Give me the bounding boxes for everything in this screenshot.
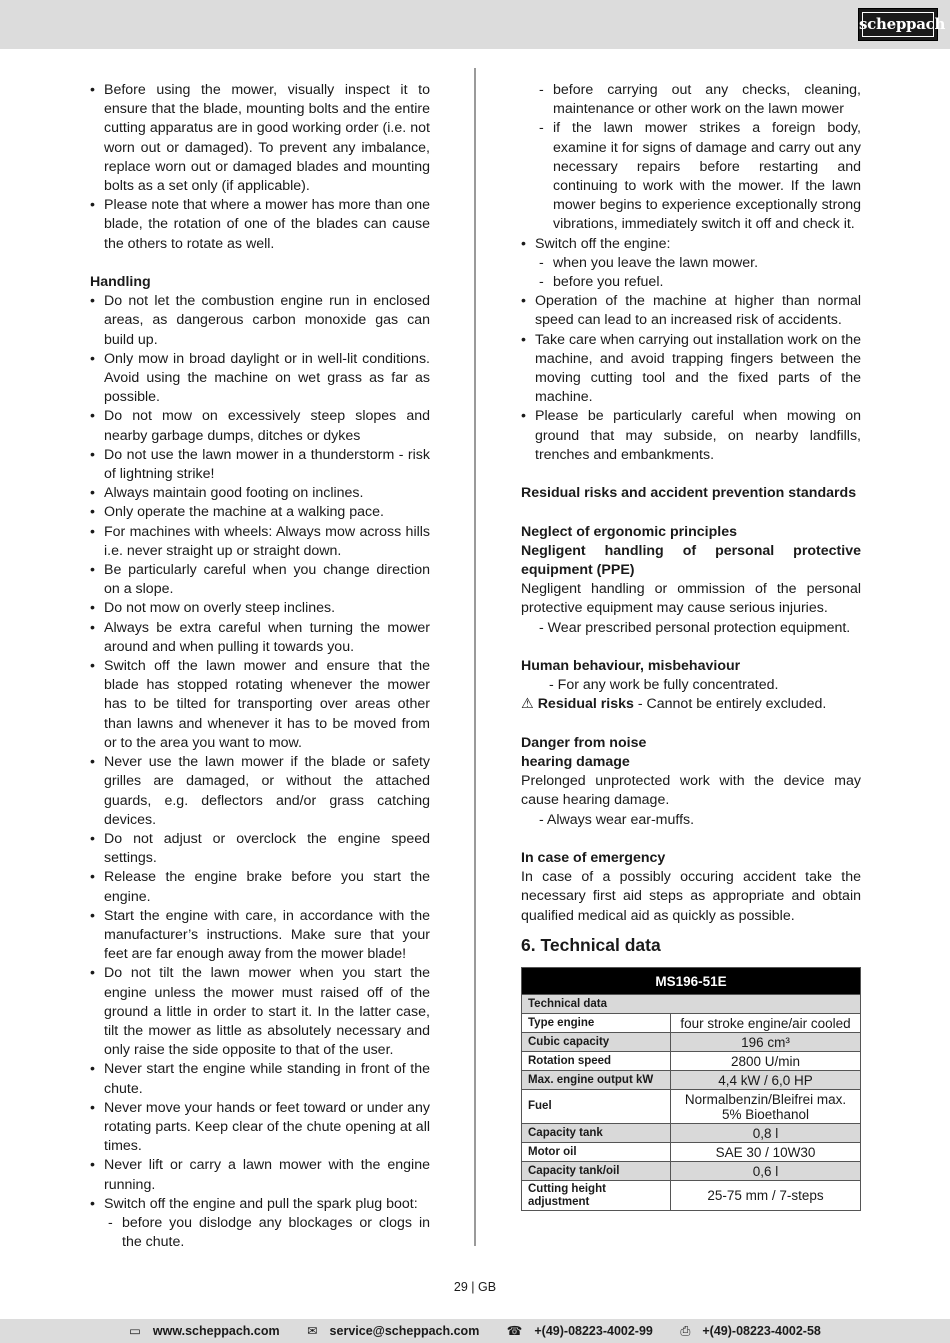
list-item: • Before using the mower, visually inspect it to ensure that the blade, mounting bolts and the entire cutting apparatus are in good working order (i.e. not worn out or damaged). To prevent any imbalance, replace worn out or damaged blades and mounting bolts as a set only (if applicable). xyxy=(90,81,430,196)
technical-data-title: 6. Technical data xyxy=(521,934,661,955)
list-item: • Switch off the engine and pull the spark plug boot: xyxy=(90,1195,430,1214)
table-key: Cubic capacity xyxy=(522,1033,671,1052)
table-value: SAE 30 / 10W30 xyxy=(671,1143,861,1162)
table-value: 4,4 kW / 6,0 HP xyxy=(671,1071,861,1090)
list-item: • For machines with wheels: Always mow across hills i.e. never straight up or straight down. xyxy=(90,523,430,561)
continued-sub-list xyxy=(521,81,861,235)
table-row xyxy=(522,1124,861,1143)
table-value: 2800 U/min xyxy=(671,1052,861,1071)
list-item: • Start the engine with care, in accordance with the manufacturer’s instructions. Make sure that your feet are far enough away from the mower blade! xyxy=(90,907,430,965)
table-row xyxy=(522,1143,861,1162)
emergency-heading: In case of emergency xyxy=(521,850,666,867)
noise-action: - Always wear ear-muffs. xyxy=(539,811,695,828)
ppe-heading: Negligent handling of personal protective equipment (PPE) xyxy=(521,542,861,579)
table-subheader: Technical data xyxy=(522,995,861,1014)
handling-list xyxy=(90,292,430,1214)
list-item: • Do not use the lawn mower in a thunderstorm - risk of lightning strike! xyxy=(90,446,430,484)
table-key: Capacity tank/oil xyxy=(522,1162,671,1181)
list-item: • Only mow in broad daylight or in well-lit conditions. Avoid using the machine on wet grass as far as possible. xyxy=(90,350,430,408)
list-item: • Switch off the lawn mower and ensure that the blade has stopped rotating whenever the mower has to be tilted for transporting over areas other than lawns and whenever it has to be moved from or to the area you want to mow. xyxy=(90,657,430,753)
table-row xyxy=(522,1014,861,1033)
list-item: • Never lift or carry a lawn mower with the engine running. xyxy=(90,1156,430,1194)
table-row xyxy=(522,1162,861,1181)
list-item: - before you dislodge any blockages or clogs in the chute. xyxy=(90,1214,430,1252)
residual-risks-heading: Residual risks and accident prevention standards xyxy=(521,485,857,502)
header-bar xyxy=(0,0,950,49)
table-value: 0,8 l xyxy=(671,1124,861,1143)
human-action: - For any work be fully concentrated. xyxy=(549,677,779,694)
column-divider xyxy=(474,68,476,1246)
list-item: • Release the engine brake before you start the engine. xyxy=(90,868,430,906)
list-item: - if the lawn mower strikes a foreign body, examine it for signs of damage and carry out any necessary repairs before restarting and continuing to work with the mower. If the lawn mower begins to experience exceptionally strong vibrations, immediately switch it off and check it. xyxy=(521,119,861,234)
monitor-icon: ▭ xyxy=(129,1324,141,1338)
list-item: • Do not adjust or overclock the engine speed settings. xyxy=(90,830,430,868)
table-row xyxy=(522,1033,861,1052)
emergency-text: In case of a possibly occuring accident take the necessary first aid steps as appropriate and obtain qualified medical aid as quickly as possible. xyxy=(521,869,861,924)
list-item: - before carrying out any checks, cleaning, maintenance or other work on the lawn mower xyxy=(521,81,861,119)
hearing-heading: hearing damage xyxy=(521,754,630,771)
list-item: • Do not tilt the lawn mower when you start the engine unless the mower must raised off of the ground a little in order to start it. In the latter case, tilt the mower as little as absolutely necessary and only raise the side opposite to that of the user. xyxy=(90,964,430,1060)
ppe-text: Negligent handling or ommission of the personal protective equipment may cause serious injuries. xyxy=(521,581,861,617)
table-key: Cutting height adjustment xyxy=(522,1181,671,1211)
table-row xyxy=(522,1090,861,1124)
list-item: • Only operate the machine at a walking pace. xyxy=(90,503,430,522)
list-item: • Never use the lawn mower if the blade or safety grilles are damaged, or without the attached guards, e.g. deflectors and/or grass catching devices. xyxy=(90,753,430,830)
list-item: • Please note that where a mower has more than one blade, the rotation of one of the blades can cause the others to rotate as well. xyxy=(90,196,430,254)
list-item: • Take care when carrying out installation work on the machine, and avoid trapping fingers between the moving cutting tool and the fixed parts of the machine. xyxy=(521,331,861,408)
table-row xyxy=(522,1052,861,1071)
intro-list xyxy=(90,81,430,254)
switch-off-sub-list xyxy=(521,254,861,292)
table-value: 196 cm³ xyxy=(671,1033,861,1052)
scheppach-logo: scheppach xyxy=(858,8,938,41)
right-column xyxy=(521,81,861,1211)
handling-heading: Handling xyxy=(90,274,151,291)
fax-icon: ⎙ xyxy=(680,1324,691,1338)
table-key: Capacity tank xyxy=(522,1124,671,1143)
table-key: Rotation speed xyxy=(522,1052,671,1071)
list-item-text: Switch off the engine: xyxy=(535,235,671,252)
table-key: Motor oil xyxy=(522,1143,671,1162)
table-row xyxy=(522,1071,861,1090)
more-list xyxy=(521,292,861,465)
list-item: - when you leave the lawn mower. xyxy=(521,254,861,273)
residual-risks-label: Residual risks xyxy=(537,696,634,713)
list-item: - before you refuel. xyxy=(521,273,861,292)
warning-icon: ⚠ xyxy=(521,696,534,713)
human-behaviour-heading: Human behaviour, misbehaviour xyxy=(521,658,741,675)
phone-icon: ☎ xyxy=(506,1324,523,1338)
page-number: 29 | GB xyxy=(453,1280,497,1294)
footer-phone: +(49)-08223-4002-99 xyxy=(534,1324,653,1338)
table-key: Fuel xyxy=(522,1090,671,1124)
footer-bar xyxy=(0,1319,950,1343)
table-value: 25-75 mm / 7-steps xyxy=(671,1181,861,1211)
technical-data-table xyxy=(521,967,861,1211)
list-item: • Always be extra careful when turning the mower around and when pulling it towards you. xyxy=(90,619,430,657)
list-item: • Never start the engine while standing in front of the chute. xyxy=(90,1060,430,1098)
list-item: • Do not mow on overly steep inclines. xyxy=(90,599,430,618)
table-key: Type engine xyxy=(522,1014,671,1033)
list-item: • Do not let the combustion engine run in enclosed areas, as dangerous carbon monoxide gas can build up. xyxy=(90,292,430,350)
list-item: • Do not mow on excessively steep slopes and nearby garbage dumps, ditches or dykes xyxy=(90,407,430,445)
residual-risks-text: - Cannot be entirely excluded. xyxy=(633,696,827,713)
footer-email: service@scheppach.com xyxy=(329,1324,480,1338)
list-item xyxy=(521,235,861,254)
mail-icon: ✉ xyxy=(307,1324,318,1338)
footer-fax: +(49)-08223-4002-58 xyxy=(702,1324,821,1338)
noise-text: Prelonged unprotected work with the device may cause hearing damage. xyxy=(521,773,861,809)
list-item: • Operation of the machine at higher than normal speed can lead to an increased risk of accidents. xyxy=(521,292,861,330)
spark-sub-list xyxy=(90,1214,430,1252)
table-value: four stroke engine/air cooled xyxy=(671,1014,861,1033)
table-value: Normalbenzin/Bleifrei max. 5% Bioethanol xyxy=(671,1090,861,1124)
footer-web: www.scheppach.com xyxy=(152,1324,280,1338)
table-value: 0,6 l xyxy=(671,1162,861,1181)
table-model-header: MS196-51E xyxy=(522,968,861,995)
left-column xyxy=(90,81,430,1252)
list-item: • Be particularly careful when you change direction on a slope. xyxy=(90,561,430,599)
table-row xyxy=(522,1181,861,1211)
ppe-action: - Wear prescribed personal protection equipment. xyxy=(539,619,851,636)
list-item: • Please be particularly careful when mowing on ground that may subside, on nearby landfills, trenches and embankments. xyxy=(521,407,861,465)
table-key: Max. engine output kW xyxy=(522,1071,671,1090)
residual-risks-line xyxy=(521,695,861,714)
noise-heading: Danger from noise xyxy=(521,734,647,751)
ergonomic-heading: Neglect of ergonomic principles xyxy=(521,523,738,540)
list-item: • Never move your hands or feet toward or under any rotating parts. Keep clear of the chute opening at all times. xyxy=(90,1099,430,1157)
list-item: • Always maintain good footing on inclines. xyxy=(90,484,430,503)
switch-off-list xyxy=(521,235,861,254)
